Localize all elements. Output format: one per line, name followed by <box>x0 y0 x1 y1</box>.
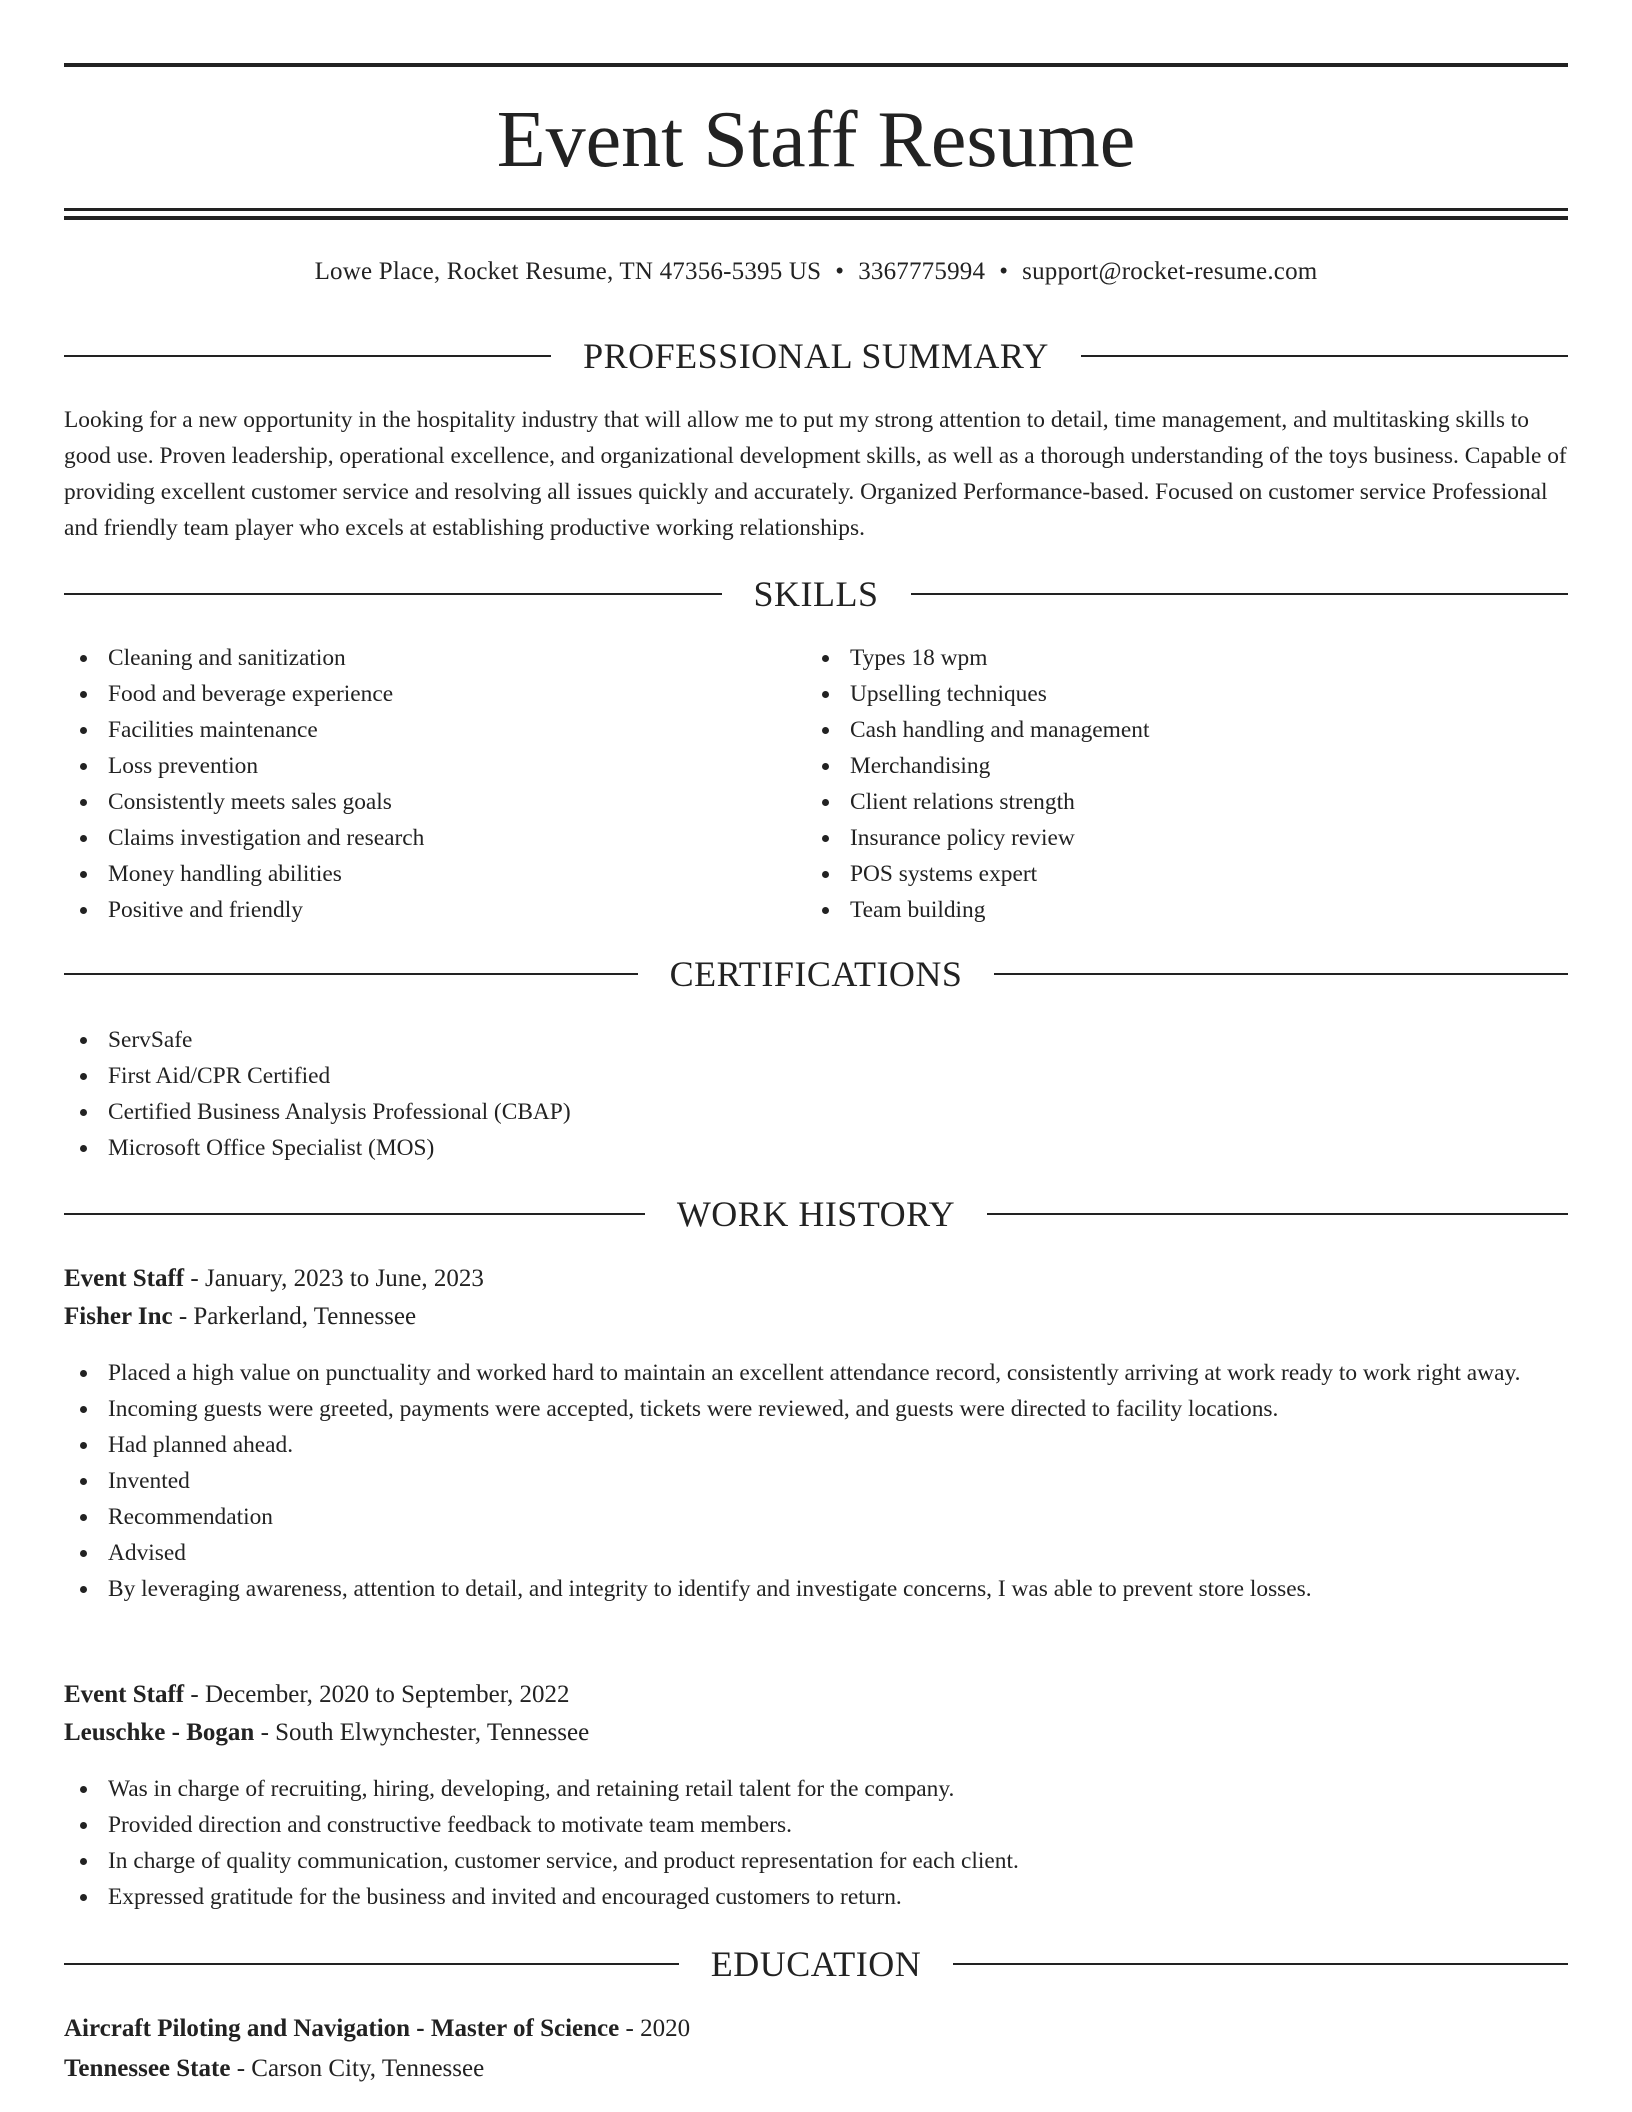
job-bullet: Recommendation <box>64 1499 1568 1535</box>
skill-item: Positive and friendly <box>64 892 764 928</box>
resume-title: Event Staff Resume <box>496 96 1136 184</box>
job-location: - Parkerland, Tennessee <box>172 1303 417 1330</box>
section-rule <box>994 973 1568 975</box>
job-title-line <box>64 1676 1568 1714</box>
certification-item: ServSafe <box>64 1022 1568 1058</box>
section-title: PROFESSIONAL SUMMARY <box>583 336 1049 376</box>
skill-item: Client relations strength <box>806 784 1566 820</box>
section-header-summary <box>64 334 1568 378</box>
section-rule <box>64 355 551 357</box>
job-bullet: Was in charge of recruiting, hiring, developing, and retaining retail talent for the company. <box>64 1771 1568 1807</box>
skill-item: Insurance policy review <box>806 820 1566 856</box>
job-location: - South Elwynchester, Tennessee <box>254 1719 590 1746</box>
header-top-rule <box>64 63 1568 67</box>
skill-item: Merchandising <box>806 748 1566 784</box>
job-bullet: Provided direction and constructive feedback to motivate team members. <box>64 1807 1568 1843</box>
skill-item: Cash handling and management <box>806 712 1566 748</box>
skill-item: Consistently meets sales goals <box>64 784 764 820</box>
certification-item: Microsoft Office Specialist (MOS) <box>64 1130 1568 1166</box>
job-dates: - January, 2023 to June, 2023 <box>184 1265 484 1292</box>
section-title: EDUCATION <box>710 1944 922 1984</box>
job-bullet: Invented <box>64 1463 1568 1499</box>
contact-separator: • <box>999 258 1009 285</box>
summary-text: Looking for a new opportunity in the hospitality industry that will allow me to put my strong attention to detail, time management, and multitasking skills to good use. Proven leadership, operational excellence, and organizational development skills, as well as a thorough understanding of the toys business. Capable of providing excellent customer service and resolving all issues quickly and accurately. Organized Performance-based. Focused on customer service Professional and friendly team player who excels at establishing productive working relationships. <box>64 407 1567 541</box>
skill-item: Team building <box>806 892 1566 928</box>
job-company: Fisher Inc <box>64 1303 173 1330</box>
job-company: Leuschke - Bogan <box>64 1719 255 1746</box>
section-header-work-history <box>64 1192 1568 1236</box>
section-header-skills <box>64 572 1568 616</box>
job-bullet: Incoming guests were greeted, payments were accepted, tickets were reviewed, and guests were directed to facility locations. <box>64 1391 1568 1427</box>
job-bullets <box>64 1771 1568 1915</box>
job-title-line <box>64 1260 1568 1298</box>
section-rule <box>1081 355 1568 357</box>
certification-item: Certified Business Analysis Professional (CBAP) <box>64 1094 1568 1130</box>
skill-item: Claims investigation and research <box>64 820 764 856</box>
job-bullet: Expressed gratitude for the business and invited and encouraged customers to return. <box>64 1879 1568 1915</box>
education-location: - Carson City, Tennessee <box>230 2055 485 2082</box>
section-rule <box>64 1213 645 1215</box>
section-rule <box>987 1213 1568 1215</box>
job-bullet: Advised <box>64 1535 1568 1571</box>
section-title: SKILLS <box>753 574 879 614</box>
skill-item: Types 18 wpm <box>806 640 1566 676</box>
education-degree-line <box>64 2010 1568 2048</box>
header-double-rule <box>64 208 1568 220</box>
certification-item: First Aid/CPR Certified <box>64 1058 1568 1094</box>
skill-item: Cleaning and sanitization <box>64 640 764 676</box>
section-rule <box>64 593 722 595</box>
section-rule <box>953 1963 1568 1965</box>
education-degree: Aircraft Piloting and Navigation - Master of Science <box>64 2015 620 2042</box>
skill-item: Loss prevention <box>64 748 764 784</box>
skills-list-left <box>64 640 764 928</box>
job-bullets <box>64 1355 1568 1607</box>
education-year: - 2020 <box>619 2015 691 2042</box>
contact-email: support@rocket-resume.com <box>1022 258 1318 285</box>
skill-item: Facilities maintenance <box>64 712 764 748</box>
contact-phone: 3367775994 <box>858 258 986 285</box>
section-rule <box>911 593 1569 595</box>
contact-address: Lowe Place, Rocket Resume, TN 47356-5395 US <box>314 258 822 285</box>
skill-item: Upselling techniques <box>806 676 1566 712</box>
job-company-line <box>64 1298 1568 1336</box>
section-rule <box>64 1963 679 1965</box>
section-rule <box>64 973 638 975</box>
education-school-line <box>64 2050 1568 2088</box>
skill-item: POS systems expert <box>806 856 1566 892</box>
education-school: Tennessee State <box>64 2055 231 2082</box>
certifications-list <box>64 1022 1568 1166</box>
job-bullet: By leveraging awareness, attention to detail, and integrity to identify and investigate concerns, I was able to prevent store losses. <box>64 1571 1568 1607</box>
contact-separator: • <box>835 258 845 285</box>
job-bullet: Had planned ahead. <box>64 1427 1568 1463</box>
skills-list-right <box>806 640 1566 928</box>
skill-item: Money handling abilities <box>64 856 764 892</box>
section-title: CERTIFICATIONS <box>669 954 963 994</box>
job-bullet: Placed a high value on punctuality and worked hard to maintain an excellent attendance record, consistently arriving at work ready to work right away. <box>64 1355 1568 1391</box>
section-title: WORK HISTORY <box>676 1194 956 1234</box>
job-bullet: In charge of quality communication, customer service, and product representation for each client. <box>64 1843 1568 1879</box>
job-company-line <box>64 1714 1568 1752</box>
contact-line <box>64 256 1568 288</box>
section-header-education <box>64 1942 1568 1986</box>
job-title: Event Staff <box>64 1265 185 1292</box>
skill-item: Food and beverage experience <box>64 676 764 712</box>
section-header-certifications <box>64 952 1568 996</box>
job-title: Event Staff <box>64 1681 185 1708</box>
job-dates: - December, 2020 to September, 2022 <box>184 1681 570 1708</box>
